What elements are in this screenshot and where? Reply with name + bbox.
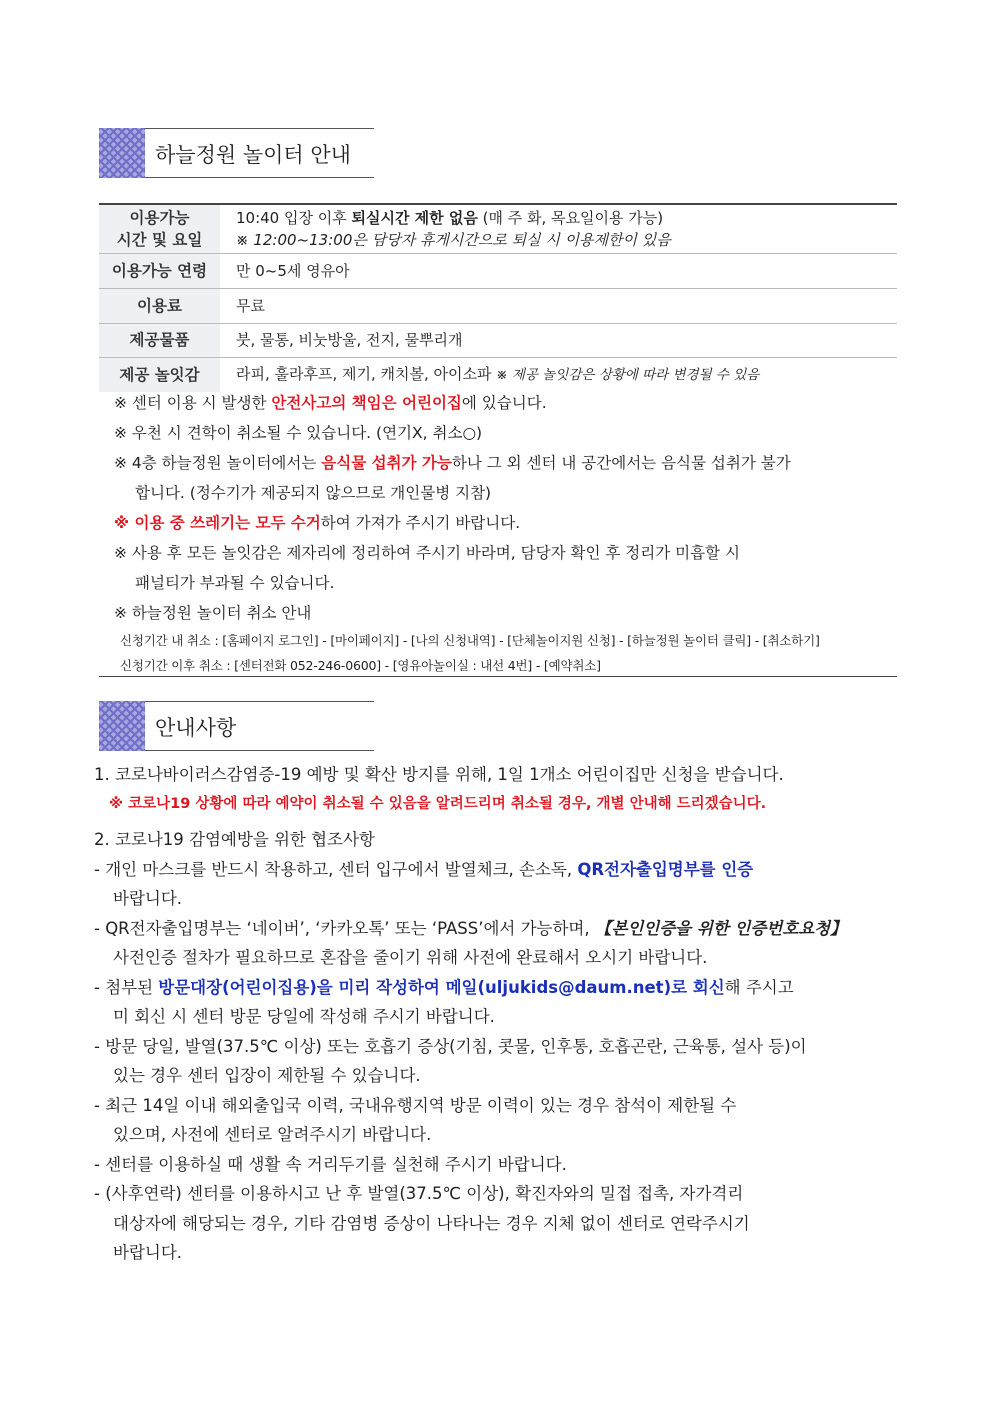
table-row: [99, 204, 897, 253]
usage-notes: [114, 388, 894, 678]
row-value: 10:40 입장 이후 퇴실시간 제한 없음 (매 주 화, 목요일이용 가능) ※ 12:00~13:00은 담당자 휴게시간으로 퇴실 시 이용제한이 있음: [236, 208, 671, 249]
cancel-after-period: 신청기간 이후 취소 : [센터전화 052-246-0600] - [영유아놀이실 : 내선 4번] - [예약취소]: [120, 658, 601, 673]
table-row: [99, 253, 897, 288]
note-item: ※ 센터 이용 시 발생한 안전사고의 책임은 어린이집에 있습니다.: [114, 394, 547, 412]
row-value: 붓, 물통, 비눗방울, 전지, 물뿌리개: [236, 331, 463, 349]
section-header-guide: [99, 701, 374, 751]
cancel-in-period: 신청기간 내 취소 : [홈페이지 로그인] - [마이페이지] - [나의 신청내역] - [단체놀이지원 신청] - [하늘정원 놀이터 클릭] - [취소하기]: [120, 633, 820, 648]
table-row: [99, 323, 897, 357]
guide-bullet: - 센터를 이용하실 때 생활 속 거리두기를 실천해 주시기 바랍니다.: [94, 1154, 567, 1174]
note-item: ※ 이용 중 쓰레기는 모두 수거하여 가져가 주시기 바랍니다.: [114, 514, 521, 532]
table-row: [99, 288, 897, 323]
section-pattern-icon: [99, 128, 145, 178]
row-value: 무료: [236, 296, 265, 315]
section-title: 안내사항: [155, 716, 237, 740]
guide-bullet-cont: 사전인증 절차가 필요하므로 혼잡을 줄이기 위해 사전에 완료해서 오시기 바랍니다.: [113, 948, 708, 967]
row-key: 이용료: [99, 288, 220, 323]
divider: [99, 676, 897, 677]
row-value: 라피, 훌라후프, 제기, 캐치볼, 아이소파 ※ 제공 놀잇감은 상황에 따라 변경될 수 있음: [236, 365, 760, 384]
guide-note: ※ 코로나19 상황에 따라 예약이 취소될 수 있음을 알려드리며 취소될 경우, 개별 안내해 드리겠습니다.: [109, 795, 767, 812]
section-title: 하늘정원 놀이터 안내: [155, 143, 351, 167]
guide-bullet: - QR전자출입명부는 ‘네이버’, ‘카카오톡’ 또는 ‘PASS’에서 가능하며, 【본인인증을 위한 인증번호요청】: [94, 918, 847, 938]
note-item: ※ 우천 시 견학이 취소될 수 있습니다. (연기X, 취소○): [114, 424, 483, 442]
guide-bullet: - 최근 14일 이내 해외출입국 이력, 국내유행지역 방문 이력이 있는 경우 참석이 제한될 수: [94, 1095, 737, 1115]
guide-bullet: - 방문 당일, 발열(37.5℃ 이상) 또는 호흡기 증상(기침, 콧물, 인후통, 호흡곤란, 근육통, 설사 등)이: [94, 1036, 807, 1056]
guide-item: 2. 코로나19 감염예방을 위한 협조사항: [94, 830, 375, 849]
guide-bullet-cont: 있는 경우 센터 입장이 제한될 수 있습니다.: [113, 1066, 421, 1085]
note-item-cont: 패널티가 부과될 수 있습니다.: [135, 574, 335, 592]
guide-bullet-cont: 있으며, 사전에 센터로 알려주시기 바랍니다.: [113, 1125, 432, 1144]
section-pattern-icon: [99, 701, 145, 751]
guide-bullet-cont: 바랍니다.: [113, 889, 183, 908]
guide-bullet: - (사후연락) 센터를 이용하시고 난 후 발열(37.5℃ 이상), 확진자와의 밀접 접촉, 자가격리: [94, 1184, 744, 1203]
note-item: ※ 사용 후 모든 놀잇감은 제자리에 정리하여 주시기 바라며, 담당자 확인 후 정리가 미흡할 시: [114, 544, 740, 562]
section-header-playground: [99, 128, 374, 178]
guide-bullet-cont: 대상자에 해당되는 경우, 기타 감염병 증상이 나타나는 경우 지체 없이 센터로 연락주시기: [113, 1213, 750, 1233]
guide-bullet-cont: 바랍니다.: [113, 1243, 183, 1262]
row-key: 이용가능 연령: [99, 253, 220, 288]
note-item-cont: 합니다. (정수기가 제공되지 않으므로 개인물병 지참): [135, 484, 492, 502]
guide-bullet-cont: 미 회신 시 센터 방문 당일에 작성해 주시기 바랍니다.: [113, 1007, 495, 1026]
info-table: [99, 203, 897, 392]
row-key: 제공 놀잇감: [99, 357, 220, 392]
guide-list: [94, 760, 898, 1268]
row-key: 제공물품: [99, 323, 220, 357]
guide-item: 1. 코로나바이러스감염증-19 예방 및 확산 방지를 위해, 1일 1개소 어린이집만 신청을 받습니다.: [94, 765, 784, 784]
note-item: ※ 하늘정원 놀이터 취소 안내: [114, 604, 312, 622]
guide-bullet: - 첨부된 방문대장(어린이집용)을 미리 작성하여 메일(uljukids@daum.net)로 회신해 주시고: [94, 977, 794, 997]
table-row: [99, 357, 897, 392]
row-key: 이용가능 시간 및 요일: [99, 204, 220, 253]
note-item: ※ 4층 하늘정원 놀이터에서는 음식물 섭취가 가능하나 그 외 센터 내 공간에서는 음식물 섭취가 불가: [114, 454, 791, 472]
guide-bullet: - 개인 마스크를 반드시 착용하고, 센터 입구에서 발열체크, 손소독, QR전자출입명부를 인증: [94, 859, 754, 879]
row-value: 만 0~5세 영유아: [236, 261, 350, 280]
